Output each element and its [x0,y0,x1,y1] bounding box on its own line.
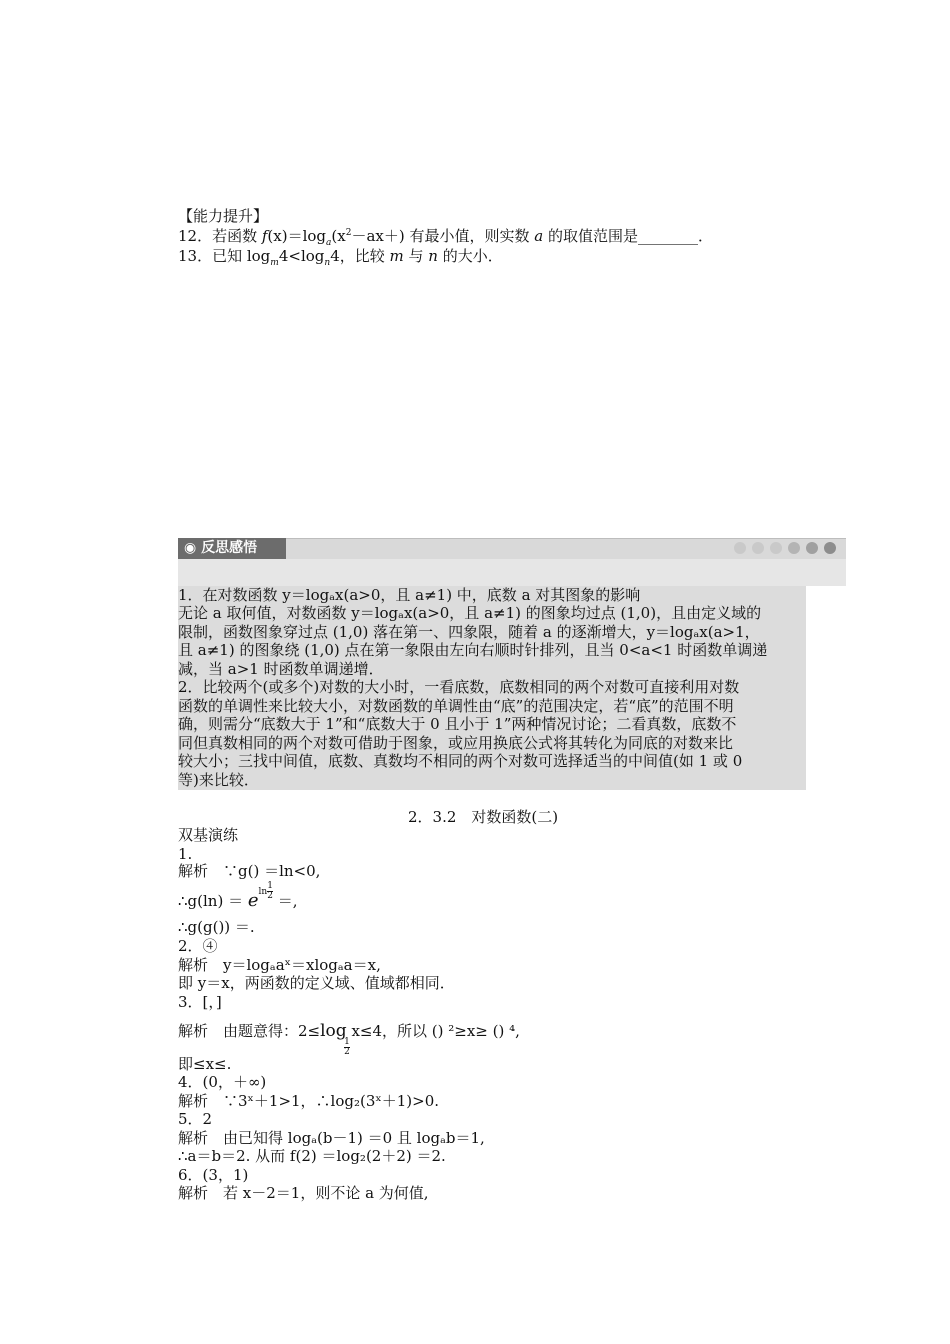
banner-label: ◉ 反思感悟 [178,538,286,559]
answer-2-line: 即 y＝x，两函数的定义域、值域都相同． [178,974,455,992]
reflection-box [178,586,806,790]
answers-section: 双基演练 [178,826,239,844]
banner-dots [734,542,836,554]
answer-2-number: 2．④ [178,937,218,955]
banner-underbar [178,559,846,586]
reflection-line: 减，当 a>1 时函数单调递增． [178,660,384,678]
answer-3-line: 即≤x≤. [178,1055,232,1073]
reflection-banner [178,538,846,586]
reflection-line: 2．比较两个(或多个)对数的大小时，一看底数，底数相同的两个对数可直接利用对数 [178,678,740,696]
question-12: 12．若函数 $f(x)=\log_a(x^2-ax+)$ 有最小值，则实数 a 的取值范围是________． [178,227,713,248]
dot-icon [734,542,746,554]
dot-icon [806,542,818,554]
reflection-line: 1．在对数函数 y＝logₐx(a>0，且 a≠1) 中，底数 a 对其图象的影响 [178,586,641,604]
question-13: 13．已知 $\log_m4<\log_n4$，比较 m 与 n 的大小． [178,247,503,268]
reflection-line: 且 a≠1) 的图象绕 (1,0) 点在第一象限由左向右顺时针排列，且当 0<a<1 时函数单调递 [178,641,768,659]
answer-5-line: ∴a＝b＝2. 从而 f(2) ＝log₂(2＋2) ＝2. [178,1147,446,1165]
answers-title: 2．3.2 对数函数(二) [408,808,559,826]
answer-5-line: 解析 由已知得 logₐ(b－1) ＝0 且 logₐb＝1, [178,1129,485,1147]
dot-icon [770,542,782,554]
dot-icon [824,542,836,554]
reflection-line: 较大小；三找中间值，底数、真数均不相同的两个对数可选择适当的中间值(如 1 或 0 [178,752,743,770]
reflection-line: 函数的单调性来比较大小，对数函数的单调性由“底”的范围决定，若“底”的范围不明 [178,697,734,715]
answer-6-number: 6．(3，1) [178,1166,249,1184]
reflection-line: 限制，函数图象穿过点 (1,0) 落在第一、四象限，随着 a 的逐渐增大，y＝logₐx(a>1， [178,623,760,641]
answer-1-line: ∴g(ln) ＝ $e^{ln \frac{1}{2}}$ ＝, [178,881,298,911]
reflection-line: 无论 a 取何值，对数函数 y＝logₐx(a>0，且 a≠1) 的图象均过点 (1,0)，且由定义域的 [178,604,762,622]
answer-4-number: 4．(0，＋∞) [178,1073,267,1091]
answer-2-line: 解析 y＝logₐaˣ＝xlogₐa＝x, [178,956,381,974]
reflection-line: 同但真数相同的两个对数可借助于图象，或应用换底公式将其转化为同底的对数来比 [178,734,734,752]
ability-heading: 【能力提升】 [178,207,269,225]
answer-1-number: 1. [178,845,193,863]
answer-3-number: 3．[，] [178,993,222,1011]
answer-6-line: 解析 若 x－2＝1，则不论 a 为何值, [178,1184,429,1202]
answer-1-line: 解析 ∵g() ＝ln<0, [178,862,321,880]
answer-3-line: 解析 由题意得：2≤log $\frac{1}{2}$ x≤4，所以 () ²≥x≥ () ⁴, [178,1021,520,1057]
dot-icon [788,542,800,554]
answer-5-number: 5．2 [178,1110,213,1128]
answer-4-line: 解析 ∵3ˣ＋1>1，∴log₂(3ˣ＋1)>0. [178,1092,440,1110]
answer-1-line: ∴g(g()) ＝. [178,918,255,936]
reflection-line: 等)来比较． [178,771,259,789]
dot-icon [752,542,764,554]
reflection-line: 确，则需分“底数大于 1”和“底数大于 0 且小于 1”两种情况讨论；二看真数，底数不 [178,715,737,733]
